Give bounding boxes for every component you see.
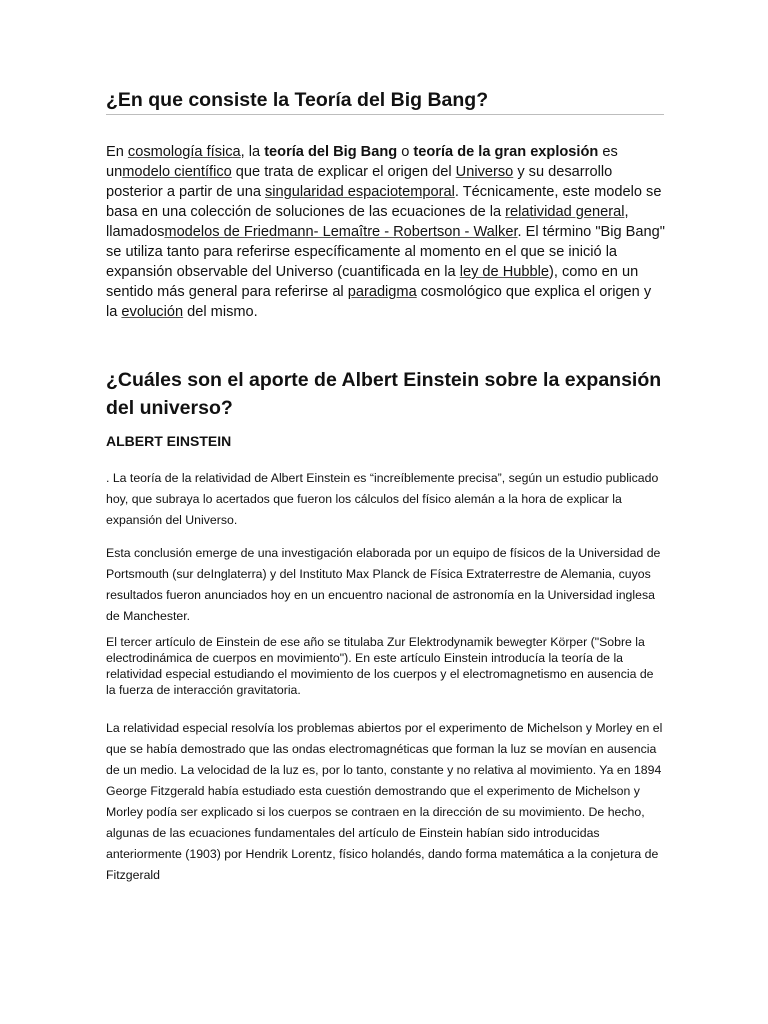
text-run: , llamados: [106, 204, 629, 240]
text-run: ), como en un sentido más general para referirse al: [106, 264, 639, 300]
bold-teoria-big-bang: teoría del Big Bang: [264, 144, 398, 160]
text-run: es un: [106, 144, 618, 180]
link-relatividad-general[interactable]: relatividad general: [505, 204, 625, 220]
link-ley-de-hubble[interactable]: ley de Hubble: [459, 264, 549, 280]
link-singularidad-espaciotemporal[interactable]: singularidad espaciotemporal: [265, 184, 455, 200]
paragraph-portsmouth-study: Esta conclusión emerge de una investigación elaborada por un equipo de físicos de la Universidad de Portsmouth (sur deInglaterra) y del Instituto Max Planck de Física Extraterrestre de Alemania, cuyos resultados fueron anunciados hoy en un encuentro nacional de astronomía en la Universidad inglesa de Manchester.: [106, 546, 661, 623]
text-run: que trata de explicar el origen del: [231, 164, 456, 180]
text-run: cosmológico que explica el origen y la: [106, 284, 652, 320]
text-run: , la: [240, 144, 265, 160]
text-run: . Técnicamente, este modelo se basa en una colección de soluciones de las ecuaciones de la: [106, 184, 662, 220]
paragraph-tercer-articulo: El tercer artículo de Einstein de ese año se titulaba Zur Elektrodynamik bewegter Körper ("Sobre la electrodinámica de cuerpos en movimiento"). En este artículo Einstein introducía la teoría de la relatividad especial estudiando el movimiento de los cuerpos y el electromagnetismo en ausencia de la fuerza de interacción gravitatoria.: [106, 635, 654, 697]
text-run: . El término "Big Bang" se utiliza tanto para referirse específicamente al momento en el que se inició la expansión observable del Universo (cuantificada en la: [106, 224, 665, 280]
paragraph-relatividad-especial: La relatividad especial resolvía los problemas abiertos por el experimento de Michelson y Morley en el que se había demostrado que las ondas electromagnéticas que forman la luz se movían en ausencia de un medio. La velocidad de la luz es, por lo tanto, constante y no relativa al movimiento. Ya en 1894 George Fitzgerald había estudiado esta cuestión demostrando que el experimento de Michelson y Morley podía ser explicado si los cuerpos se contraen en la dirección de su movimiento. De hecho, algunas de las ecuaciones fundamentales del artículo de Einstein habían sido introducidas anteriormente (1903) por Hendrik Lorentz, físico holandés, dando forma matemática a la conjetura de Fitzgerald: [106, 721, 663, 882]
text-run: o: [397, 144, 414, 160]
bold-teoria-gran-explosion: teoría de la gran explosión: [413, 144, 599, 160]
paragraph-relatividad-precisa: . La teoría de la relatividad de Albert Einstein es “increíblemente precisa”, según un estudio publicado hoy, que subraya lo acertados que fueron los cálculos del físico alemán a la hora de explicar la expansión del Universo.: [106, 471, 659, 527]
link-modelo-cientifico[interactable]: modelo científico: [122, 164, 232, 180]
text-run: y su desarrollo posterior a partir de una: [106, 164, 613, 200]
link-cosmologia-fisica[interactable]: cosmología física: [127, 144, 241, 160]
link-modelos-friedmann[interactable]: modelos de Friedmann- Lemaître - Robertson - Walker: [164, 224, 518, 240]
big-bang-paragraph: [106, 142, 666, 322]
text-run: En: [106, 144, 128, 160]
section-2-heading: ¿Cuáles son el aporte de Albert Einstein sobre la expansión del universo?: [106, 369, 662, 419]
albert-einstein-subheading: ALBERT EINSTEIN: [106, 433, 232, 449]
section-1-heading: ¿En que consiste la Teoría del Big Bang?: [106, 88, 664, 115]
link-universo[interactable]: Universo: [455, 164, 514, 180]
link-evolucion[interactable]: evolución: [121, 304, 184, 320]
text-run: del mismo.: [183, 304, 258, 320]
link-paradigma[interactable]: paradigma: [347, 284, 417, 300]
